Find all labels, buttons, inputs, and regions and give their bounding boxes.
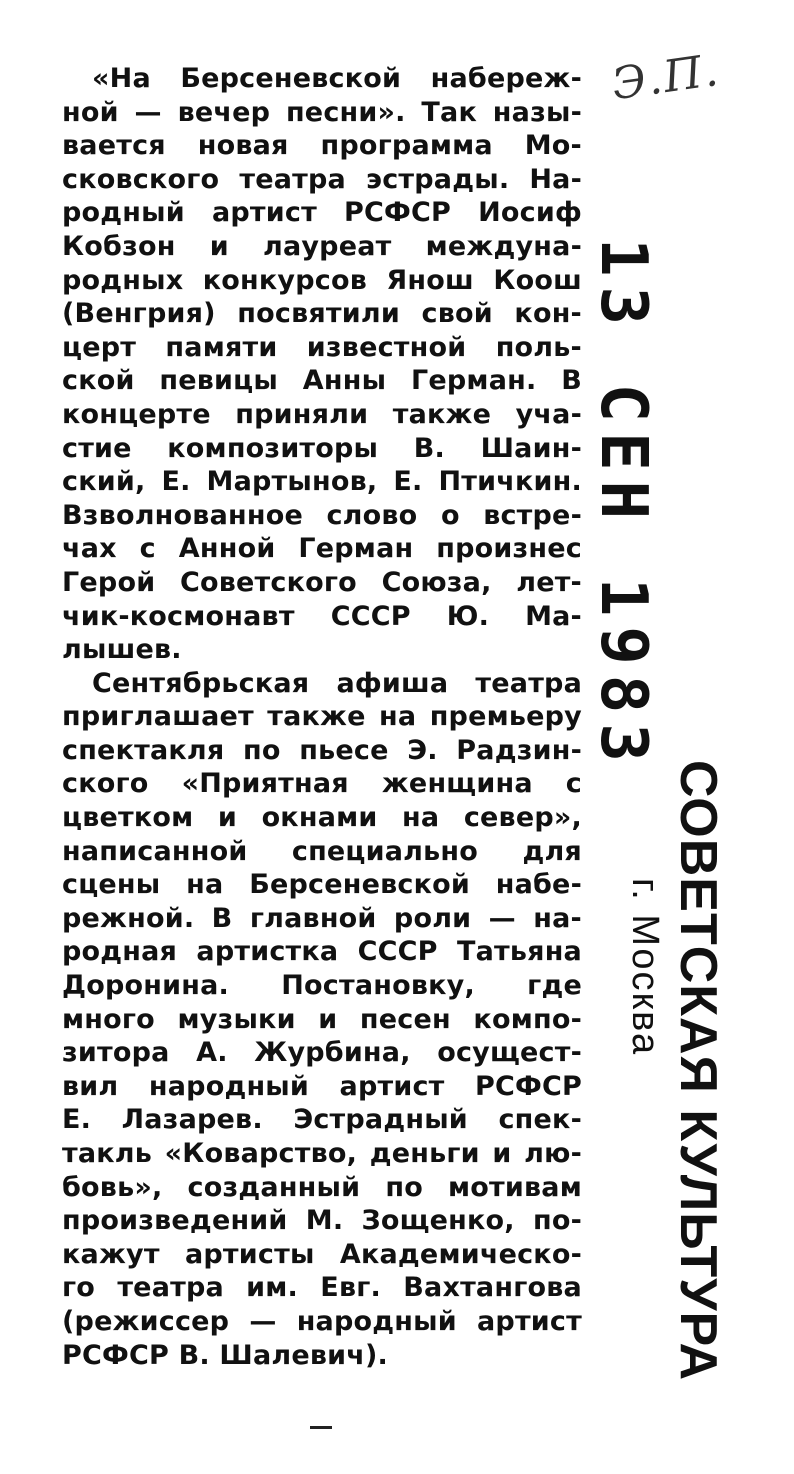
article-line: бовь», созданный по мотивам	[62, 1171, 582, 1203]
article-line: родных конкурсов Янош Коош	[62, 264, 582, 296]
article-line: ского «Приятная женщина с	[62, 768, 582, 800]
article-line: написанной специально для	[62, 835, 582, 867]
article-line: (Венгрия) посвятили свой кон-	[62, 298, 582, 330]
handwritten-corner-mark: Э.П.	[608, 44, 724, 111]
article-line: (режиссер — народный артист	[62, 1305, 582, 1337]
article-line: чик-космонавт СССР Ю. Ма-	[62, 600, 582, 632]
article-line: произведений М. Зощенко, по-	[62, 1205, 582, 1237]
article-line: Е. Лазарев. Эстрадный спек-	[62, 1104, 582, 1136]
article-line: церт памяти известной поль-	[62, 331, 582, 363]
article-line: чах с Анной Герман произнес	[62, 533, 582, 565]
article-line: Кобзон и лауреат междуна-	[62, 230, 582, 262]
article-line: ной — вечер песни». Так назы-	[62, 96, 582, 128]
article-line: Сентябрьская афиша театра	[92, 667, 582, 699]
newspaper-name-text: СОВЕТСКАЯ КУЛЬТУРА	[669, 760, 727, 1382]
article-line: ской певицы Анны Герман. В	[62, 365, 582, 397]
end-mark	[310, 1426, 332, 1429]
article-line: «На Берсеневской набереж-	[92, 63, 582, 94]
article-line: родный артист РСФСР Иосиф	[62, 197, 582, 229]
article-line: вается новая программа Мо-	[62, 130, 582, 162]
article-line: такль «Коварство, деньги и лю-	[62, 1138, 582, 1169]
article-line: кажут артисты Академическо-	[62, 1238, 582, 1270]
date-stamp-text: 13 СЕН 1983	[586, 238, 660, 772]
article-line: лышев.	[62, 634, 182, 666]
article-line: родная артистка СССР Татьяна	[62, 936, 582, 968]
article-line: го театра им. Евг. Вахтангова	[62, 1272, 582, 1304]
article-line: режной. В главной роли — на-	[62, 902, 582, 934]
article-line: ский, Е. Мартынов, Е. Птичкин.	[62, 466, 582, 498]
paragraph-2	[62, 667, 582, 1372]
article-line: много музыки и песен компо-	[62, 1003, 582, 1035]
article-line: цветком и окнами на север»,	[62, 802, 582, 834]
city-text: г. Москва	[624, 878, 666, 1057]
article-line: РСФСР В. Шалевич).	[62, 1339, 389, 1371]
article-line: сцены на Берсеневской набе-	[62, 869, 582, 901]
article-line: приглашает также на премьеру	[62, 701, 582, 733]
article-body	[62, 62, 582, 1372]
article-line: Взволнованное слово о встре-	[62, 499, 582, 531]
article-line: спектакля по пьесе Э. Радзин-	[62, 734, 582, 766]
article-line: Герой Советского Союза, лет-	[62, 566, 582, 598]
article-line: Доронина. Постановку, где	[62, 970, 582, 1002]
article-line: стие композиторы В. Шаин-	[62, 432, 582, 464]
article-line: концерте приняли также уча-	[62, 398, 582, 430]
article-line: вил народный артист РСФСР	[62, 1070, 582, 1102]
paragraph-1	[62, 62, 582, 667]
article-line: сковского театра эстрады. На-	[62, 163, 582, 195]
article-line: зитора А. Журбина, осущест-	[62, 1037, 582, 1069]
